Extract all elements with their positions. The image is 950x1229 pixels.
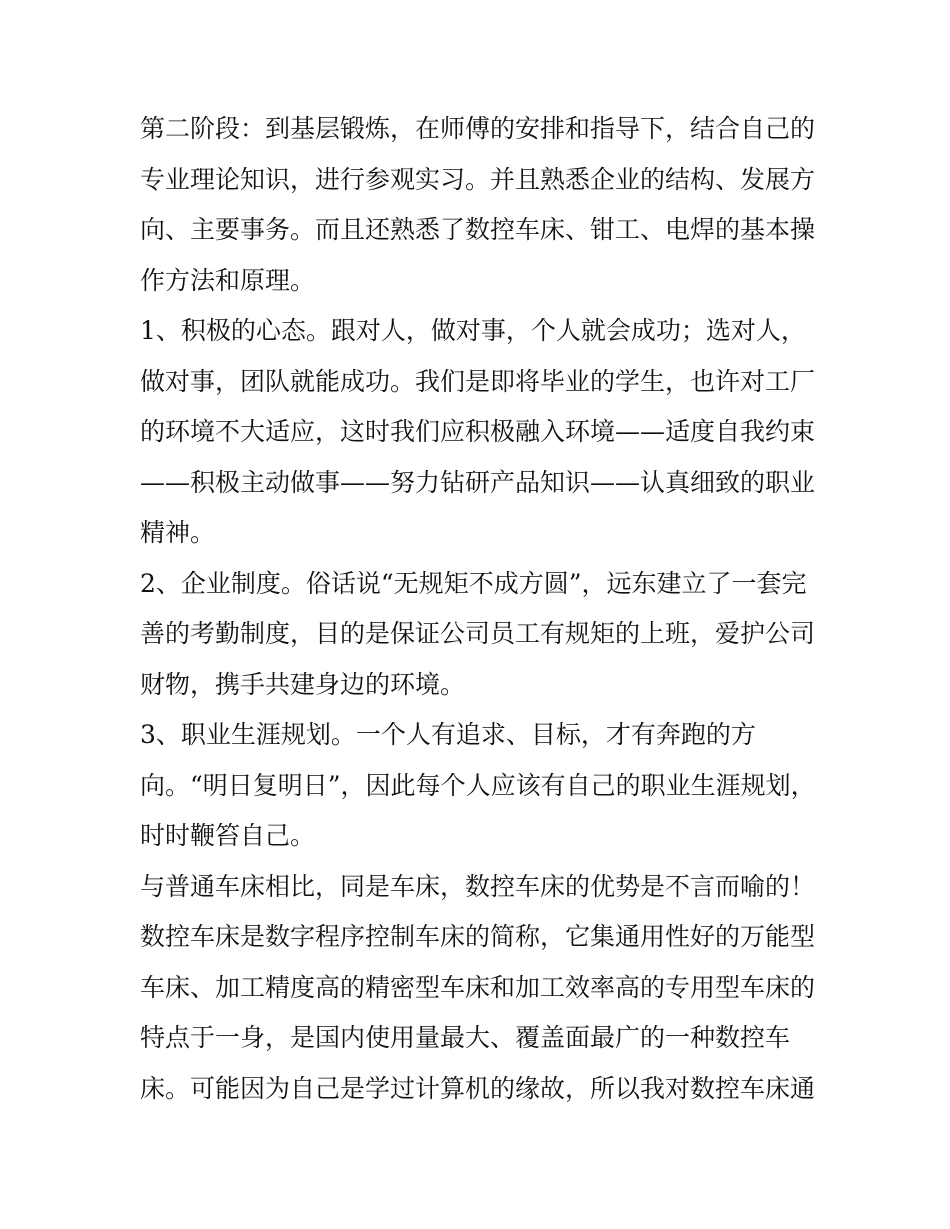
text-line: 床。可能因为自己是学过计算机的缘故，所以我对数控车床通 — [140, 1073, 816, 1103]
text-line: 精神。 — [140, 518, 216, 547]
text-line: 1、积极的心态。跟对人，做对事，个人就会成功；选对人， — [140, 316, 806, 345]
text-line: 与普通车床相比，同是车床，数控车床的优势是不言而喻的！ — [140, 871, 816, 901]
text-line: 财物，携手共建身边的环境。 — [140, 669, 466, 699]
text-line: 数控车床是数字程序控制车床的简称，它集通用性好的万能型 — [140, 922, 816, 951]
text-line: 向、主要事务。而且还熟悉了数控车床、钳工、电焊的基本操 — [140, 215, 816, 244]
text-line: 特点于一身，是国内使用量最大、覆盖面最广的一种数控车 — [140, 1023, 791, 1052]
text-line: 3、职业生涯规划。一个人有追求、目标，才有奔跑的方 — [140, 720, 756, 749]
text-line: 善的考勤制度，目的是保证公司员工有规矩的上班，爱护公司 — [140, 619, 816, 648]
text-line: 2、企业制度。俗话说“无规矩不成方圆”，远东建立了一套完 — [140, 568, 807, 598]
text-line: 时时鞭笞自己。 — [140, 821, 316, 850]
text-line: 的环境不大适应，这时我们应积极融入环境——适度自我约束 — [140, 417, 816, 446]
text-line: 专业理论知识，进行参观实习。并且熟悉企业的结构、发展方 — [140, 164, 816, 194]
text-line: ——积极主动做事——努力钻研产品知识——认真细致的职业 — [140, 467, 816, 497]
body-text — [140, 104, 816, 1114]
text-line: 第二阶段：到基层锻炼，在师傅的安排和指导下，结合自己的 — [140, 114, 816, 143]
text-line: 作方法和原理。 — [140, 265, 316, 295]
text-line: 车床、加工精度高的精密型车床和加工效率高的专用型车床的 — [140, 972, 816, 1002]
text-line: 向。“明日复明日”，因此每个人应该有自己的职业生涯规划， — [140, 770, 816, 800]
text-line: 做对事，团队就能成功。我们是即将毕业的学生，也许对工厂 — [140, 366, 816, 396]
